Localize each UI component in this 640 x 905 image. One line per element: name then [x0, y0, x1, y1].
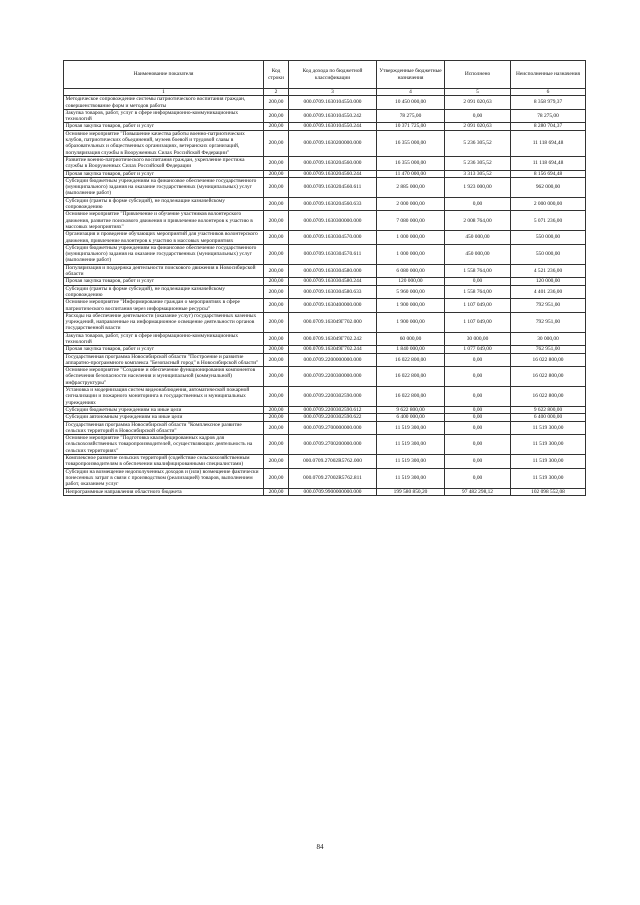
row-income-code-cell: 000.0709.2200300000.000 [289, 367, 377, 387]
table-row [64, 211, 586, 231]
row-approved-cell: 9 622 800,00 [377, 406, 445, 413]
row-name-cell: Организация и проведение обучающих мероприятий для участников волонтерского движения, привлечение волонтеров к участию в массовых мероприятиях [64, 231, 264, 245]
row-income-code-cell: 000.0709.1630204560.611 [289, 177, 377, 197]
table-row [64, 130, 586, 156]
row-approved-cell: 10 371 725,00 [377, 123, 445, 130]
row-line-code-cell: 200,00 [264, 197, 289, 211]
row-executed-cell: 5 236 305,52 [445, 156, 511, 170]
row-name-cell: Основное мероприятие "Повышение качества работы военно-патриотических клубов, патриотических объединений, музеев боевой и трудовой славы в образовательных и общественных организациях, ветеранских организаций, популяризация службы в Вооруженных Силах Российской Федерации" [64, 130, 264, 156]
row-line-code-cell: 200,00 [264, 421, 289, 435]
row-executed-cell: 1 558 764,00 [445, 285, 511, 299]
row-line-code-cell: 200,00 [264, 346, 289, 353]
row-line-code-cell: 200,00 [264, 414, 289, 421]
row-income-code-cell: 000.0709.1630400000.000 [289, 299, 377, 313]
row-line-code-cell: 200,00 [264, 231, 289, 245]
row-line-code-cell: 200,00 [264, 285, 289, 299]
table-row [64, 455, 586, 469]
row-approved-cell: 11 519 300,00 [377, 421, 445, 435]
row-unexecuted-cell: 16 022 800,00 [511, 353, 586, 367]
row-executed-cell: 0,00 [445, 353, 511, 367]
row-executed-cell: 0,00 [445, 435, 511, 455]
row-approved-cell: 6 400 000,00 [377, 414, 445, 421]
row-executed-cell: 30 000,00 [445, 332, 511, 346]
row-unexecuted-cell: 9 622 800,00 [511, 406, 586, 413]
row-name-cell: Развитие военно-патриотического воспитания граждан, укрепление престижа службы в Вооруженных Силах Российской Федерации [64, 156, 264, 170]
row-unexecuted-cell: 11 519 300,00 [511, 468, 586, 488]
row-name-cell: Субсидии на возмещение недополученных доходов и (или) возмещение фактически понесенных затрат в связи с производством (реализацией) товаров, выполнением работ, оказанием услуг [64, 468, 264, 488]
column-number: 6 [511, 89, 586, 96]
row-line-code-cell: 200,00 [264, 406, 289, 413]
row-approved-cell: 16 355 000,00 [377, 156, 445, 170]
row-executed-cell: 0,00 [445, 387, 511, 407]
row-unexecuted-cell: 11 519 300,00 [511, 435, 586, 455]
table-row [64, 170, 586, 177]
row-unexecuted-cell: 4 521 236,00 [511, 264, 586, 278]
row-approved-cell: 1 000 000,00 [377, 244, 445, 264]
row-executed-cell: 1 923 000,00 [445, 177, 511, 197]
row-income-code-cell: 000.0709.1630104550.242 [289, 109, 377, 123]
row-approved-cell: 199 580 850,20 [377, 488, 445, 495]
row-approved-cell: 16 022 800,00 [377, 387, 445, 407]
row-unexecuted-cell: 11 519 300,00 [511, 455, 586, 469]
row-approved-cell: 5 960 000,00 [377, 285, 445, 299]
column-number: 5 [445, 89, 511, 96]
report-sheet [63, 60, 585, 496]
row-name-cell: Расходы на обеспечение деятельности (оказание услуг) государственных казенных учреждений, направленные на информационное освещение деятельности органов государственной власти [64, 312, 264, 332]
table-row [64, 468, 586, 488]
row-line-code-cell: 200,00 [264, 332, 289, 346]
row-income-code-cell: 000.0709.1630200000.000 [289, 130, 377, 156]
row-approved-cell: 1 900 000,00 [377, 299, 445, 313]
row-income-code-cell: 000.0709.1630104550.000 [289, 96, 377, 110]
row-executed-cell: 1 107 049,00 [445, 312, 511, 332]
row-approved-cell: 16 355 000,00 [377, 130, 445, 156]
row-line-code-cell: 200,00 [264, 177, 289, 197]
row-executed-cell: 1 107 049,00 [445, 299, 511, 313]
row-name-cell: Прочая закупка товаров, работ и услуг [64, 170, 264, 177]
row-approved-cell: 11 519 300,00 [377, 435, 445, 455]
row-executed-cell: 450 000,00 [445, 231, 511, 245]
row-unexecuted-cell: 2 000 000,00 [511, 197, 586, 211]
table-row [64, 435, 586, 455]
table-row [64, 231, 586, 245]
row-income-code-cell: 000.0709.1630304580.244 [289, 278, 377, 285]
row-name-cell: Основное мероприятие "Создание и обеспечение функционирования компонентов обеспечения безопасности населения и муниципальной (коммунальной) инфраструктуры" [64, 367, 264, 387]
column-number: 2 [264, 89, 289, 96]
table-row [64, 406, 586, 413]
row-approved-cell: 7 080 000,00 [377, 211, 445, 231]
row-unexecuted-cell: 550 000,00 [511, 244, 586, 264]
row-name-cell: Основное мероприятие "Привлечение и обучение участников волонтерского движения, развитие поискового движения и привлечение волонтеров к участию в массовых мероприятиях" [64, 211, 264, 231]
row-approved-cell: 11 519 300,00 [377, 468, 445, 488]
row-unexecuted-cell: 6 400 000,00 [511, 414, 586, 421]
row-name-cell: Комплексное развитие сельских территорий (содействие сельскохозяйственным товаропроизводителям в обеспечении квалифицированными специалистами) [64, 455, 264, 469]
row-executed-cell: 0,00 [445, 421, 511, 435]
table-row [64, 353, 586, 367]
row-executed-cell: 0,00 [445, 367, 511, 387]
row-unexecuted-cell: 16 022 800,00 [511, 387, 586, 407]
row-unexecuted-cell: 11 519 300,00 [511, 421, 586, 435]
row-approved-cell: 78 275,00 [377, 109, 445, 123]
row-executed-cell: 1 077 049,00 [445, 346, 511, 353]
page-number: 84 [316, 843, 324, 851]
row-approved-cell: 1 900 000,00 [377, 312, 445, 332]
row-approved-cell: 6 080 000,00 [377, 264, 445, 278]
table-row [64, 346, 586, 353]
row-line-code-cell: 200,00 [264, 211, 289, 231]
table-row [64, 156, 586, 170]
row-unexecuted-cell: 8 358 979,37 [511, 96, 586, 110]
row-line-code-cell: 200,00 [264, 387, 289, 407]
header-income-code: Код дохода по бюджетной классификации [289, 61, 377, 89]
row-name-cell: Субсидии бюджетным учреждениям на иные цели [64, 406, 264, 413]
row-income-code-cell: 000.0709.1630304570.000 [289, 231, 377, 245]
row-name-cell: Государственная программа Новосибирской области "Построение и развитие аппаратно-программного комплекса "Безопасный город" в Новосибирской области" [64, 353, 264, 367]
row-name-cell: Субсидии (гранты в форме субсидий), не подлежащие казначейскому сопровождению [64, 197, 264, 211]
row-line-code-cell: 200,00 [264, 123, 289, 130]
row-line-code-cell: 200,00 [264, 367, 289, 387]
column-number-row [64, 89, 586, 96]
row-income-code-cell: 000.0709.2200000000.000 [289, 353, 377, 367]
row-approved-cell: 10 450 000,00 [377, 96, 445, 110]
table-row [64, 299, 586, 313]
row-income-code-cell: 000.0709.1630204560.000 [289, 156, 377, 170]
row-line-code-cell: 200,00 [264, 109, 289, 123]
row-income-code-cell: 000.0709.27002R5762.000 [289, 455, 377, 469]
row-unexecuted-cell: 5 071 236,00 [511, 211, 586, 231]
row-unexecuted-cell: 30 000,00 [511, 332, 586, 346]
table-row [64, 264, 586, 278]
row-executed-cell: 0,00 [445, 468, 511, 488]
row-line-code-cell: 200,00 [264, 156, 289, 170]
row-unexecuted-cell: 8 280 704,37 [511, 123, 586, 130]
row-line-code-cell: 200,00 [264, 468, 289, 488]
row-income-code-cell: 000.0709.27002R5762.811 [289, 468, 377, 488]
row-approved-cell: 11 470 000,00 [377, 170, 445, 177]
row-executed-cell: 0,00 [445, 406, 511, 413]
row-income-code-cell: 000.0709.1630304580.633 [289, 285, 377, 299]
row-unexecuted-cell: 78 275,00 [511, 109, 586, 123]
row-approved-cell: 16 022 800,00 [377, 353, 445, 367]
row-name-cell: Установка и модернизация систем видеонаблюдения, автоматической пожарной сигнализации и пожарного мониторинга в государственных и муниципальных учреждениях [64, 387, 264, 407]
row-executed-cell: 450 000,00 [445, 244, 511, 264]
row-line-code-cell: 200,00 [264, 299, 289, 313]
row-name-cell: Закупка товаров, работ, услуг в сфере информационно-коммуникационных технологий [64, 109, 264, 123]
row-executed-cell: 5 236 305,52 [445, 130, 511, 156]
row-unexecuted-cell: 11 118 694,48 [511, 156, 586, 170]
row-name-cell: Основное мероприятие "Подготовка квалифицированных кадров для сельскохозяйственных товаропроизводителей, осуществляющих деятельность на сельских территориях" [64, 435, 264, 455]
row-income-code-cell: 000.0709.2700000000.000 [289, 421, 377, 435]
row-approved-cell: 1 000 000,00 [377, 231, 445, 245]
row-name-cell: Методическое сопровождение системы патриотического воспитания граждан, совершенствование форм и методов работы [64, 96, 264, 110]
row-executed-cell: 2 008 764,00 [445, 211, 511, 231]
row-approved-cell: 1 840 000,00 [377, 346, 445, 353]
table-row [64, 244, 586, 264]
row-name-cell: Непрограммные направления областного бюджета [64, 488, 264, 495]
row-executed-cell: 0,00 [445, 278, 511, 285]
table-row [64, 414, 586, 421]
header-approved: Утвержденные бюджетные назначения [377, 61, 445, 89]
row-executed-cell: 0,00 [445, 455, 511, 469]
row-unexecuted-cell: 8 156 694,48 [511, 170, 586, 177]
table-row [64, 387, 586, 407]
row-name-cell: Государственная программа Новосибирской области "Комплексное развитие сельских территорий в Новосибирской области" [64, 421, 264, 435]
row-unexecuted-cell: 11 118 694,48 [511, 130, 586, 156]
table-row [64, 332, 586, 346]
table-row [64, 109, 586, 123]
row-line-code-cell: 200,00 [264, 264, 289, 278]
row-income-code-cell: 000.0709.163049Г702.244 [289, 346, 377, 353]
row-executed-cell: 2 091 020,63 [445, 123, 511, 130]
row-income-code-cell: 000.0709.1630204560.633 [289, 197, 377, 211]
row-name-cell: Закупка товаров, работ, услуг в сфере информационно-коммуникационных технологий [64, 332, 264, 346]
table-row [64, 285, 586, 299]
row-approved-cell: 2 000 000,00 [377, 197, 445, 211]
row-unexecuted-cell: 550 000,00 [511, 231, 586, 245]
row-line-code-cell: 200,00 [264, 96, 289, 110]
row-approved-cell: 11 519 300,00 [377, 455, 445, 469]
header-executed: Исполнено [445, 61, 511, 89]
budget-execution-table [63, 60, 586, 496]
row-name-cell: Субсидии бюджетным учреждениям на финансовое обеспечение государственного (муниципального) задания на оказание государственных (муниципальных) услуг (выполнение работ) [64, 244, 264, 264]
row-name-cell: Субсидии (гранты в форме субсидий), не подлежащие казначейскому сопровождению [64, 285, 264, 299]
row-name-cell: Прочая закупка товаров, работ и услуг [64, 123, 264, 130]
header-line-code: Код строки [264, 61, 289, 89]
table-row [64, 367, 586, 387]
table-row [64, 96, 586, 110]
row-approved-cell: 16 022 800,00 [377, 367, 445, 387]
row-unexecuted-cell: 962 000,00 [511, 177, 586, 197]
row-name-cell: Прочая закупка товаров, работ и услуг [64, 346, 264, 353]
table-row [64, 312, 586, 332]
row-income-code-cell: 000.0709.163049Г702.000 [289, 312, 377, 332]
table-row [64, 123, 586, 130]
column-number: 3 [289, 89, 377, 96]
row-income-code-cell: 000.0709.1630300000.000 [289, 211, 377, 231]
row-unexecuted-cell: 120 000,00 [511, 278, 586, 285]
row-approved-cell: 120 000,00 [377, 278, 445, 285]
row-income-code-cell: 000.0709.163049Г702.242 [289, 332, 377, 346]
row-name-cell: Прочая закупка товаров, работ и услуг [64, 278, 264, 285]
row-income-code-cell: 000.0709.2700200000.000 [289, 435, 377, 455]
row-line-code-cell: 200,00 [264, 244, 289, 264]
table-row [64, 421, 586, 435]
row-line-code-cell: 200,00 [264, 488, 289, 495]
table-row [64, 197, 586, 211]
row-line-code-cell: 200,00 [264, 130, 289, 156]
column-number: 4 [377, 89, 445, 96]
row-income-code-cell: 000.0709.1630204560.244 [289, 170, 377, 177]
row-income-code-cell: 000.0709.1630104550.244 [289, 123, 377, 130]
row-unexecuted-cell: 762 951,00 [511, 346, 586, 353]
row-approved-cell: 2 885 000,00 [377, 177, 445, 197]
row-executed-cell: 97 482 298,12 [445, 488, 511, 495]
row-name-cell: Популяризация и поддержка деятельности поискового движения в Новосибирской области [64, 264, 264, 278]
row-executed-cell: 0,00 [445, 414, 511, 421]
row-unexecuted-cell: 102 098 552,08 [511, 488, 586, 495]
row-executed-cell: 0,00 [445, 197, 511, 211]
table-row [64, 278, 586, 285]
row-unexecuted-cell: 4 401 236,00 [511, 285, 586, 299]
row-line-code-cell: 200,00 [264, 170, 289, 177]
header-indicator-name: Наименование показателя [64, 61, 264, 89]
table-row [64, 488, 586, 495]
row-unexecuted-cell: 792 951,00 [511, 299, 586, 313]
row-executed-cell: 1 558 764,00 [445, 264, 511, 278]
row-name-cell: Субсидии автономным учреждениям на иные цели [64, 414, 264, 421]
row-name-cell: Субсидии бюджетным учреждениям на финансовое обеспечение государственного (муниципального) задания на оказание государственных (муниципальных) услуг (выполнение работ) [64, 177, 264, 197]
row-income-code-cell: 000.0709.2200302590.622 [289, 414, 377, 421]
row-income-code-cell: 000.0709.9900000000.000 [289, 488, 377, 495]
row-line-code-cell: 200,00 [264, 312, 289, 332]
row-name-cell: Основное мероприятие "Информирование граждан о мероприятиях в сфере патриотического воспитания через информационные ресурсы" [64, 299, 264, 313]
row-unexecuted-cell: 792 951,00 [511, 312, 586, 332]
column-number: 1 [64, 89, 264, 96]
row-approved-cell: 60 000,00 [377, 332, 445, 346]
row-executed-cell: 3 313 305,52 [445, 170, 511, 177]
row-executed-cell: 2 091 020,63 [445, 96, 511, 110]
row-executed-cell: 0,00 [445, 109, 511, 123]
row-line-code-cell: 200,00 [264, 278, 289, 285]
row-income-code-cell: 000.0709.2200302590.612 [289, 406, 377, 413]
table-header-row [64, 61, 586, 89]
row-income-code-cell: 000.0709.1630304580.000 [289, 264, 377, 278]
row-line-code-cell: 200,00 [264, 435, 289, 455]
row-unexecuted-cell: 16 022 800,00 [511, 367, 586, 387]
row-income-code-cell: 000.0709.2200302590.000 [289, 387, 377, 407]
table-row [64, 177, 586, 197]
row-line-code-cell: 200,00 [264, 353, 289, 367]
row-income-code-cell: 000.0709.1630304570.611 [289, 244, 377, 264]
header-unexecuted: Неисполненные назначения [511, 61, 586, 89]
row-line-code-cell: 200,00 [264, 455, 289, 469]
